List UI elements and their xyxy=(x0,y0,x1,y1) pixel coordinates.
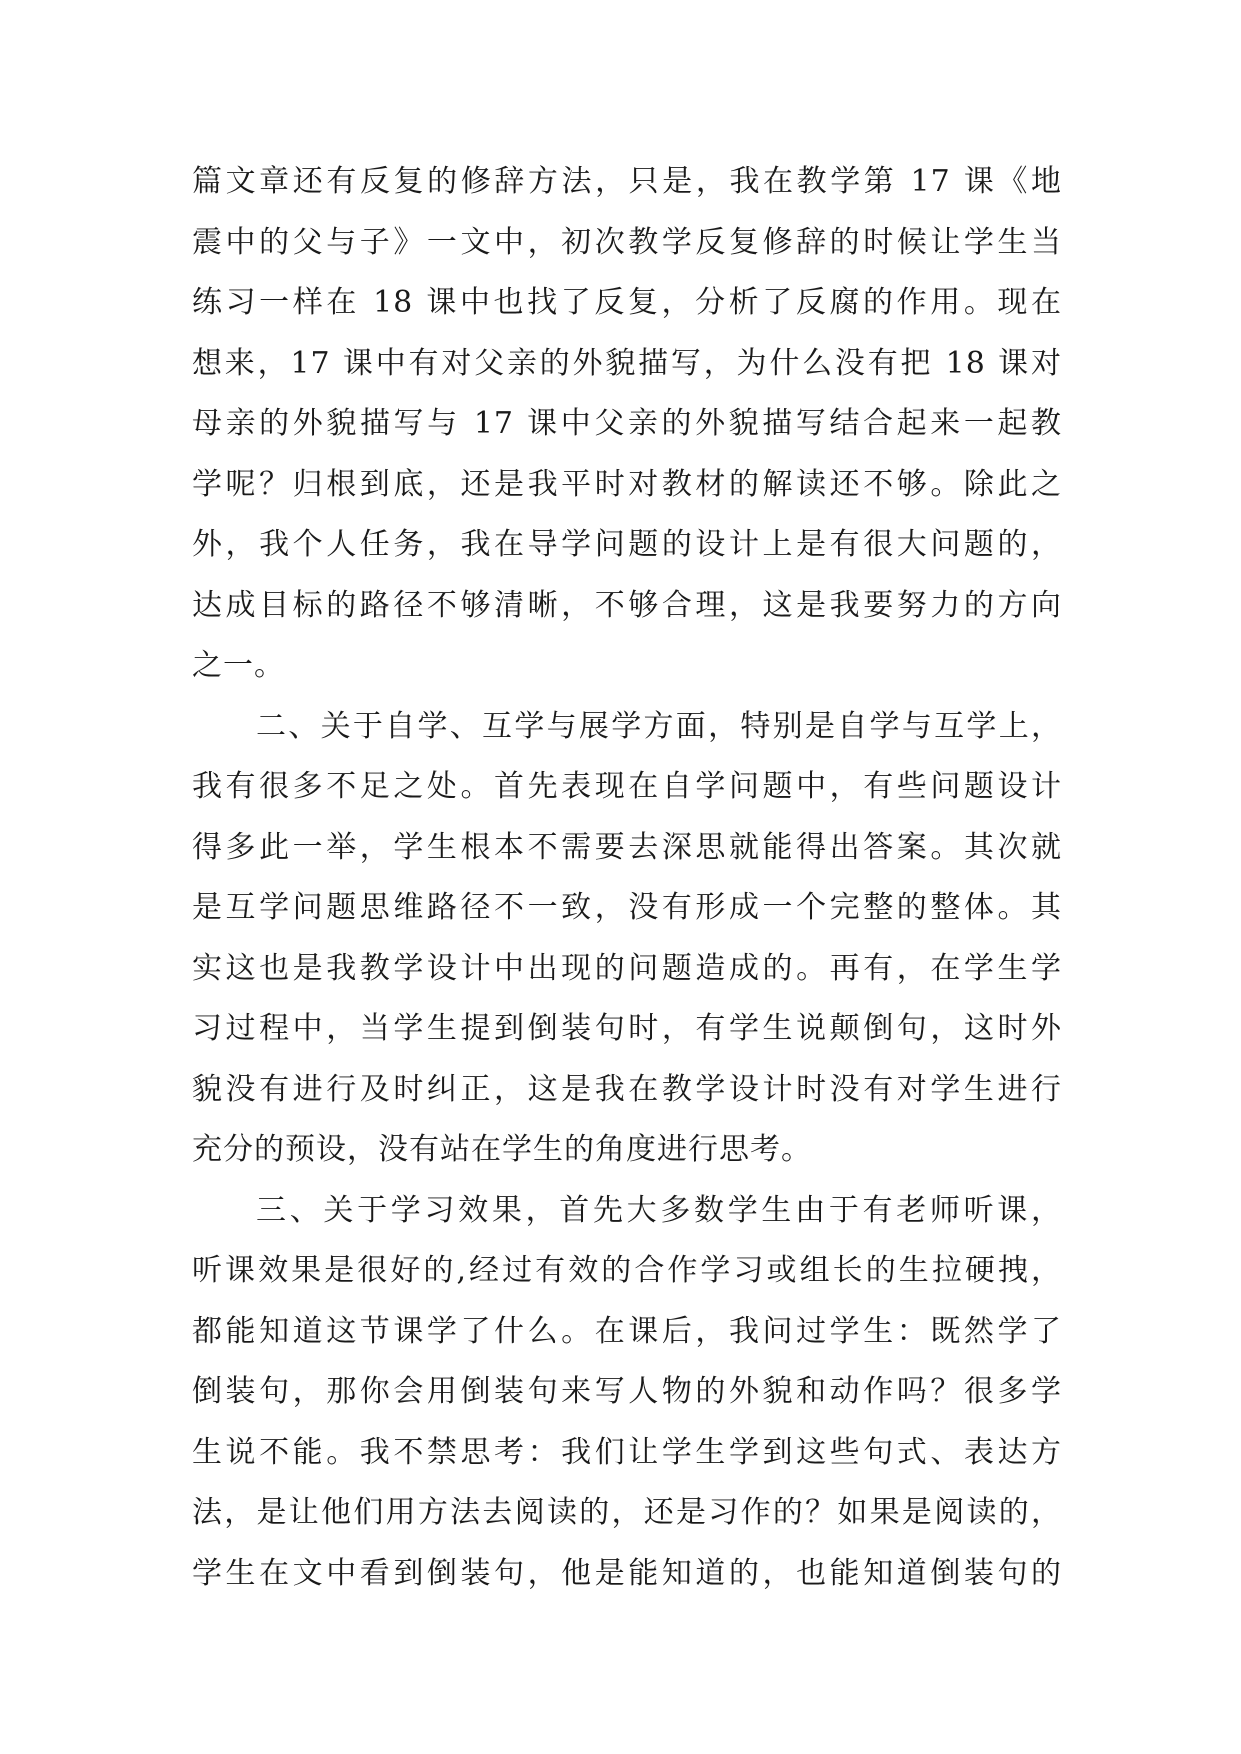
text-line: 倒装句，那你会用倒装句来写人物的外貌和动作吗？很多学 xyxy=(192,1374,1062,1409)
text-line: 达成目标的路径不够清晰，不够合理，这是我要努力的方向 xyxy=(192,587,1062,623)
text-line: 练习一样在 18 课中也找了反复，分析了反腐的作用。现在 xyxy=(192,285,1062,320)
text-line: 之一。 xyxy=(192,648,285,683)
text-line: 震中的父与子》一文中，初次教学反复修辞的时候让学生当 xyxy=(192,224,1062,260)
body-text xyxy=(192,152,1062,1604)
text-line: 习过程中，当学生提到倒装句时，有学生说颠倒句，这时外 xyxy=(192,1011,1062,1046)
text-line: 三、关于学习效果，首先大多数学生由于有老师听课， xyxy=(256,1192,1062,1228)
text-line: 篇文章还有反复的修辞方法，只是，我在教学第 17 课《地 xyxy=(192,164,1062,199)
text-line: 母亲的外貌描写与 17 课中父亲的外貌描写结合起来一起教 xyxy=(192,406,1062,441)
text-line: 充分的预设，没有站在学生的角度进行思考。 xyxy=(192,1132,812,1167)
text-line: 生说不能。我不禁思考：我们让学生学到这些句式、表达方 xyxy=(192,1434,1062,1470)
text-line: 听课效果是很好的,经过有效的合作学习或组长的生拉硬拽， xyxy=(192,1253,1062,1288)
text-line: 外，我个人任务，我在导学问题的设计上是有很大问题的， xyxy=(192,527,1062,562)
text-line: 我有很多不足之处。首先表现在自学问题中，有些问题设计 xyxy=(192,769,1062,804)
text-line: 学生在文中看到倒装句，他是能知道的，也能知道倒装句的 xyxy=(192,1555,1062,1591)
text-line: 想来，17 课中有对父亲的外貌描写，为什么没有把 18 课对 xyxy=(192,345,1062,381)
text-line: 法，是让他们用方法去阅读的，还是习作的？如果是阅读的， xyxy=(192,1495,1062,1530)
text-line: 是互学问题思维路径不一致，没有形成一个完整的整体。其 xyxy=(192,890,1062,925)
text-line: 都能知道这节课学了什么。在课后，我问过学生：既然学了 xyxy=(192,1313,1062,1349)
text-line: 二、关于自学、互学与展学方面，特别是自学与互学上， xyxy=(256,708,1062,744)
text-line: 实这也是我教学设计中出现的问题造成的。再有，在学生学 xyxy=(192,950,1062,986)
text-line: 得多此一举，学生根本不需要去深思就能得出答案。其次就 xyxy=(192,829,1062,865)
text-line: 学呢？归根到底，还是我平时对教材的解读还不够。除此之 xyxy=(192,466,1062,502)
text-line: 貌没有进行及时纠正，这是我在教学设计时没有对学生进行 xyxy=(192,1071,1062,1107)
